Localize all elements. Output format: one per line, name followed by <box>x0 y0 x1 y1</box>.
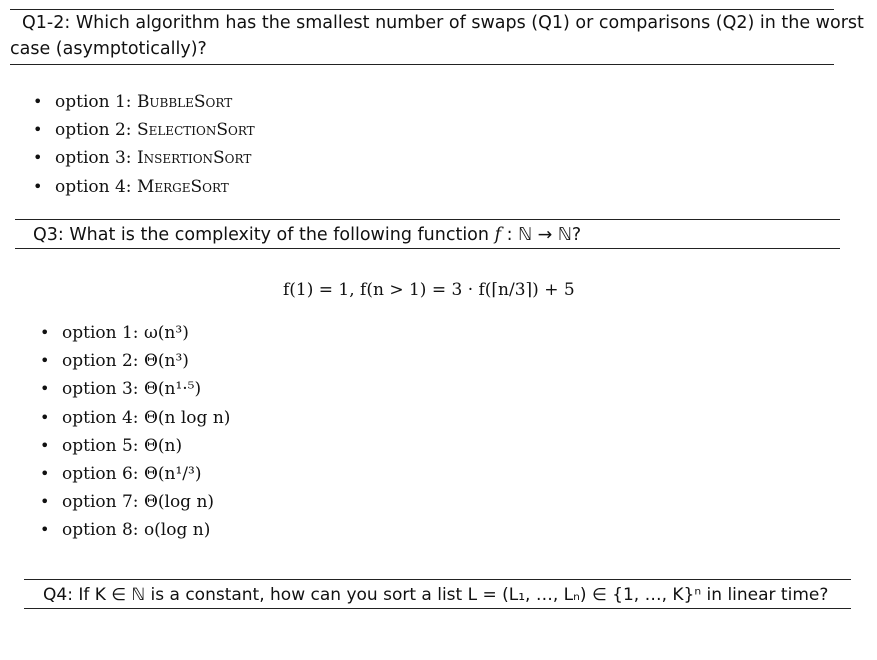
bullet-icon: • <box>33 148 43 168</box>
q3-option-7: • option 7: Θ(log n) <box>40 488 230 516</box>
q4-bottom-rule <box>24 608 851 609</box>
bullet-icon: • <box>40 323 50 342</box>
q12-question-line1: Q1-2: Which algorithm has the smallest number of swaps (Q1) or comparisons (Q2) in the worst <box>22 13 864 33</box>
complexity-value: ω(n³) <box>143 323 189 343</box>
complexity-value: Θ(n log n) <box>143 407 231 428</box>
bullet-icon: • <box>40 492 50 512</box>
q3-option-5: • option 5: Θ(n) <box>40 432 230 460</box>
bullet-icon: • <box>33 120 43 140</box>
q12-bottom-rule <box>10 64 834 65</box>
recurrence-formula: f(1) = 1, f(n > 1) = 3 · f(⌈n/3⌉) + 5 <box>283 280 575 300</box>
q12-option-4: • option 4: MergeSort <box>33 173 255 201</box>
bullet-icon: • <box>40 435 50 455</box>
q3-option-list <box>40 319 230 545</box>
q4-top-rule <box>24 579 851 580</box>
complexity-value: o(log n) <box>143 520 211 541</box>
q12-top-rule <box>10 9 834 10</box>
q12-option-1: • option 1: BubbleSort <box>33 88 255 116</box>
complexity-value: Θ(n) <box>143 435 183 456</box>
complexity-value: Θ(n¹·⁵) <box>143 379 202 400</box>
q3-question: Q3: What is the complexity of the following function f : ℕ → ℕ? <box>33 225 582 245</box>
algorithm-name: SelectionSort <box>136 120 255 141</box>
q3-bottom-rule <box>15 248 840 249</box>
q3-option-4: • option 4: Θ(n log n) <box>40 404 230 432</box>
q3-option-8: • option 8: o(log n) <box>40 516 230 544</box>
bullet-icon: • <box>40 351 50 371</box>
complexity-value: Θ(log n) <box>143 492 215 513</box>
q3-option-6: • option 6: Θ(n¹/³) <box>40 460 230 488</box>
q3-option-1: • option 1: ω(n³) <box>40 319 230 347</box>
complexity-value: Θ(n³) <box>143 351 189 372</box>
q12-question-line2: case (asymptotically)? <box>10 39 207 59</box>
bullet-icon: • <box>40 520 50 540</box>
bullet-icon: • <box>40 379 50 399</box>
algorithm-name: MergeSort <box>136 176 229 197</box>
q12-option-2: • option 2: SelectionSort <box>33 116 255 144</box>
q4-question: Q4: If K ∈ ℕ is a constant, how can you sort a list L = (L₁, …, Lₙ) ∈ {1, …, K}ⁿ in linear time? <box>43 585 829 605</box>
q3-option-2: • option 2: Θ(n³) <box>40 347 230 375</box>
bullet-icon: • <box>33 176 43 196</box>
q12-option-3: • option 3: InsertionSort <box>33 144 255 172</box>
q3-top-rule <box>15 219 840 220</box>
algorithm-name: BubbleSort <box>136 92 233 112</box>
q12-option-list <box>33 88 255 201</box>
bullet-icon: • <box>33 92 43 111</box>
complexity-value: Θ(n¹/³) <box>143 463 202 484</box>
q3-option-3: • option 3: Θ(n¹·⁵) <box>40 375 230 403</box>
bullet-icon: • <box>40 463 50 483</box>
bullet-icon: • <box>40 407 50 427</box>
algorithm-name: InsertionSort <box>136 148 252 169</box>
